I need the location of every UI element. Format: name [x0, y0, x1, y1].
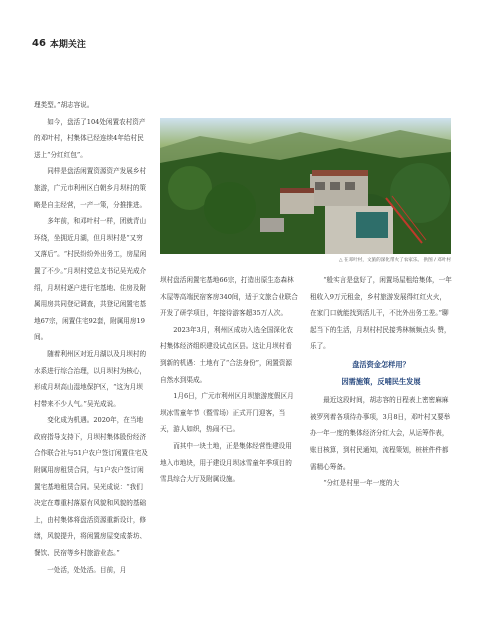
paragraph: 同样是盘活闲置资源资产发展乡村旅游，广元市利州区白朝乡月坝村的策略是自主经营，一产一策，分推推进。 [34, 167, 147, 209]
page-header [32, 36, 86, 50]
paragraph: 变化成为机遇。2020年，在当地政府指导支持下，月坝村集体股份经济合作联合社与51户农户签订闲置住宅及附属用房租赁合同，与1户农户签订闲置宅基地租赁合同。吴光成说：“我们决定在尊重村落原有风貌和风貌的基础上，由村集体将盘活资源重新设计，修缮，风貌提升，将闲置房屋变成茶坊、餐饮、民宿等乡村旅游业态。” [34, 416, 148, 558]
village-scene-illustration [160, 118, 451, 254]
text-column-1 [34, 97, 149, 578]
paragraph: 一处活，处处活。目前，月 [47, 565, 127, 574]
page-number: 46 [32, 37, 46, 49]
paragraph: 理类型。”胡志容说。 [34, 101, 94, 109]
paragraph: 如今，盘活了104处闲置农村资产的邓叶村，村集体已经连续4年给村民送上“分红红包”。 [34, 117, 146, 159]
photo-caption: △ 在邓叶村，文旅的深化带火了农家乐。 供图 / 邓叶村 [339, 258, 451, 263]
paragraph: 坝村盘活闲置宅基地66宗，打造出原生态森林木屋等高端民宿客房340间，适于文旅合业联合开发了研学项目，年接待游客超35万人次。 [160, 276, 298, 318]
paragraph: “分红是村里一年一度的大 [323, 479, 400, 488]
paragraph: 而其中一块土地，正是集体经营性建设用地入市地块，用于建设月坝冰雪童年季项目的雪具综合大厅及附属设施。 [160, 441, 292, 484]
text-column-3 [310, 272, 452, 492]
paragraph: 随着利州区对近月湖以及月坝村的水系进行综合治理，以月坝村为核心，形成月坝高山湿地保护区，“这为月坝村带来不少人气。”吴光成说。 [34, 349, 147, 408]
subheading-line-1: 盘活资金怎样用？ [352, 359, 410, 369]
paragraph: 最近这段时间，胡志容的日程表上密密麻麻被罗列着各项待办事项，3月8日，邓叶村又要举办一年一度的集体经济分红大会，从运筹作表，账目核算，到村民通知，流程策划，桩桩件件都需精心筹备。 [310, 396, 451, 471]
paragraph: 2023年3月，利州区成功入选全国深化农村集体经济组织建设试点区县。这让月坝村看到新的机遇：土地有了“合法身份”，闲置资源自然水到渠成。 [160, 325, 294, 384]
subheading-line-2: 因需施策，反哺民生发展 [341, 376, 421, 386]
col3-after [310, 392, 452, 492]
paragraph: “般实言是盘好了，闲置场屋租给集体，一年租收入9万元租金，乡村旅游发展得红红火火，在家门口就能找到活儿干，不比外出务工差。”聊起当下的生活，月坝村村民接秀林频频点头 赞，乐了。 [310, 276, 452, 351]
subheading [310, 357, 452, 390]
section-title: 本期关注 [49, 39, 86, 50]
text-column-2 [160, 272, 298, 488]
paragraph: 多年前，和邓叶村一样，团就青山环绕，坐拥近月湖，但月坝村是“又穷又落后”。“村民纷纷外出务工，房屋闲置了不少。”月坝村党总支书记吴光成介绍，月坝村逐户进行宅基地、住房及附属用房共同登记调查，共登记闲置宅基地67宗，闲置住宅92套，附属用房19间。 [34, 217, 147, 342]
paragraph: 1月6日，广元市利州区月坝旅游度假区月坝冰雪童年节（暨雪场）正式开门迎客，当天，游人如织，热闹不已。 [160, 392, 294, 434]
village-photo [160, 118, 451, 254]
col3-intro [310, 272, 452, 355]
